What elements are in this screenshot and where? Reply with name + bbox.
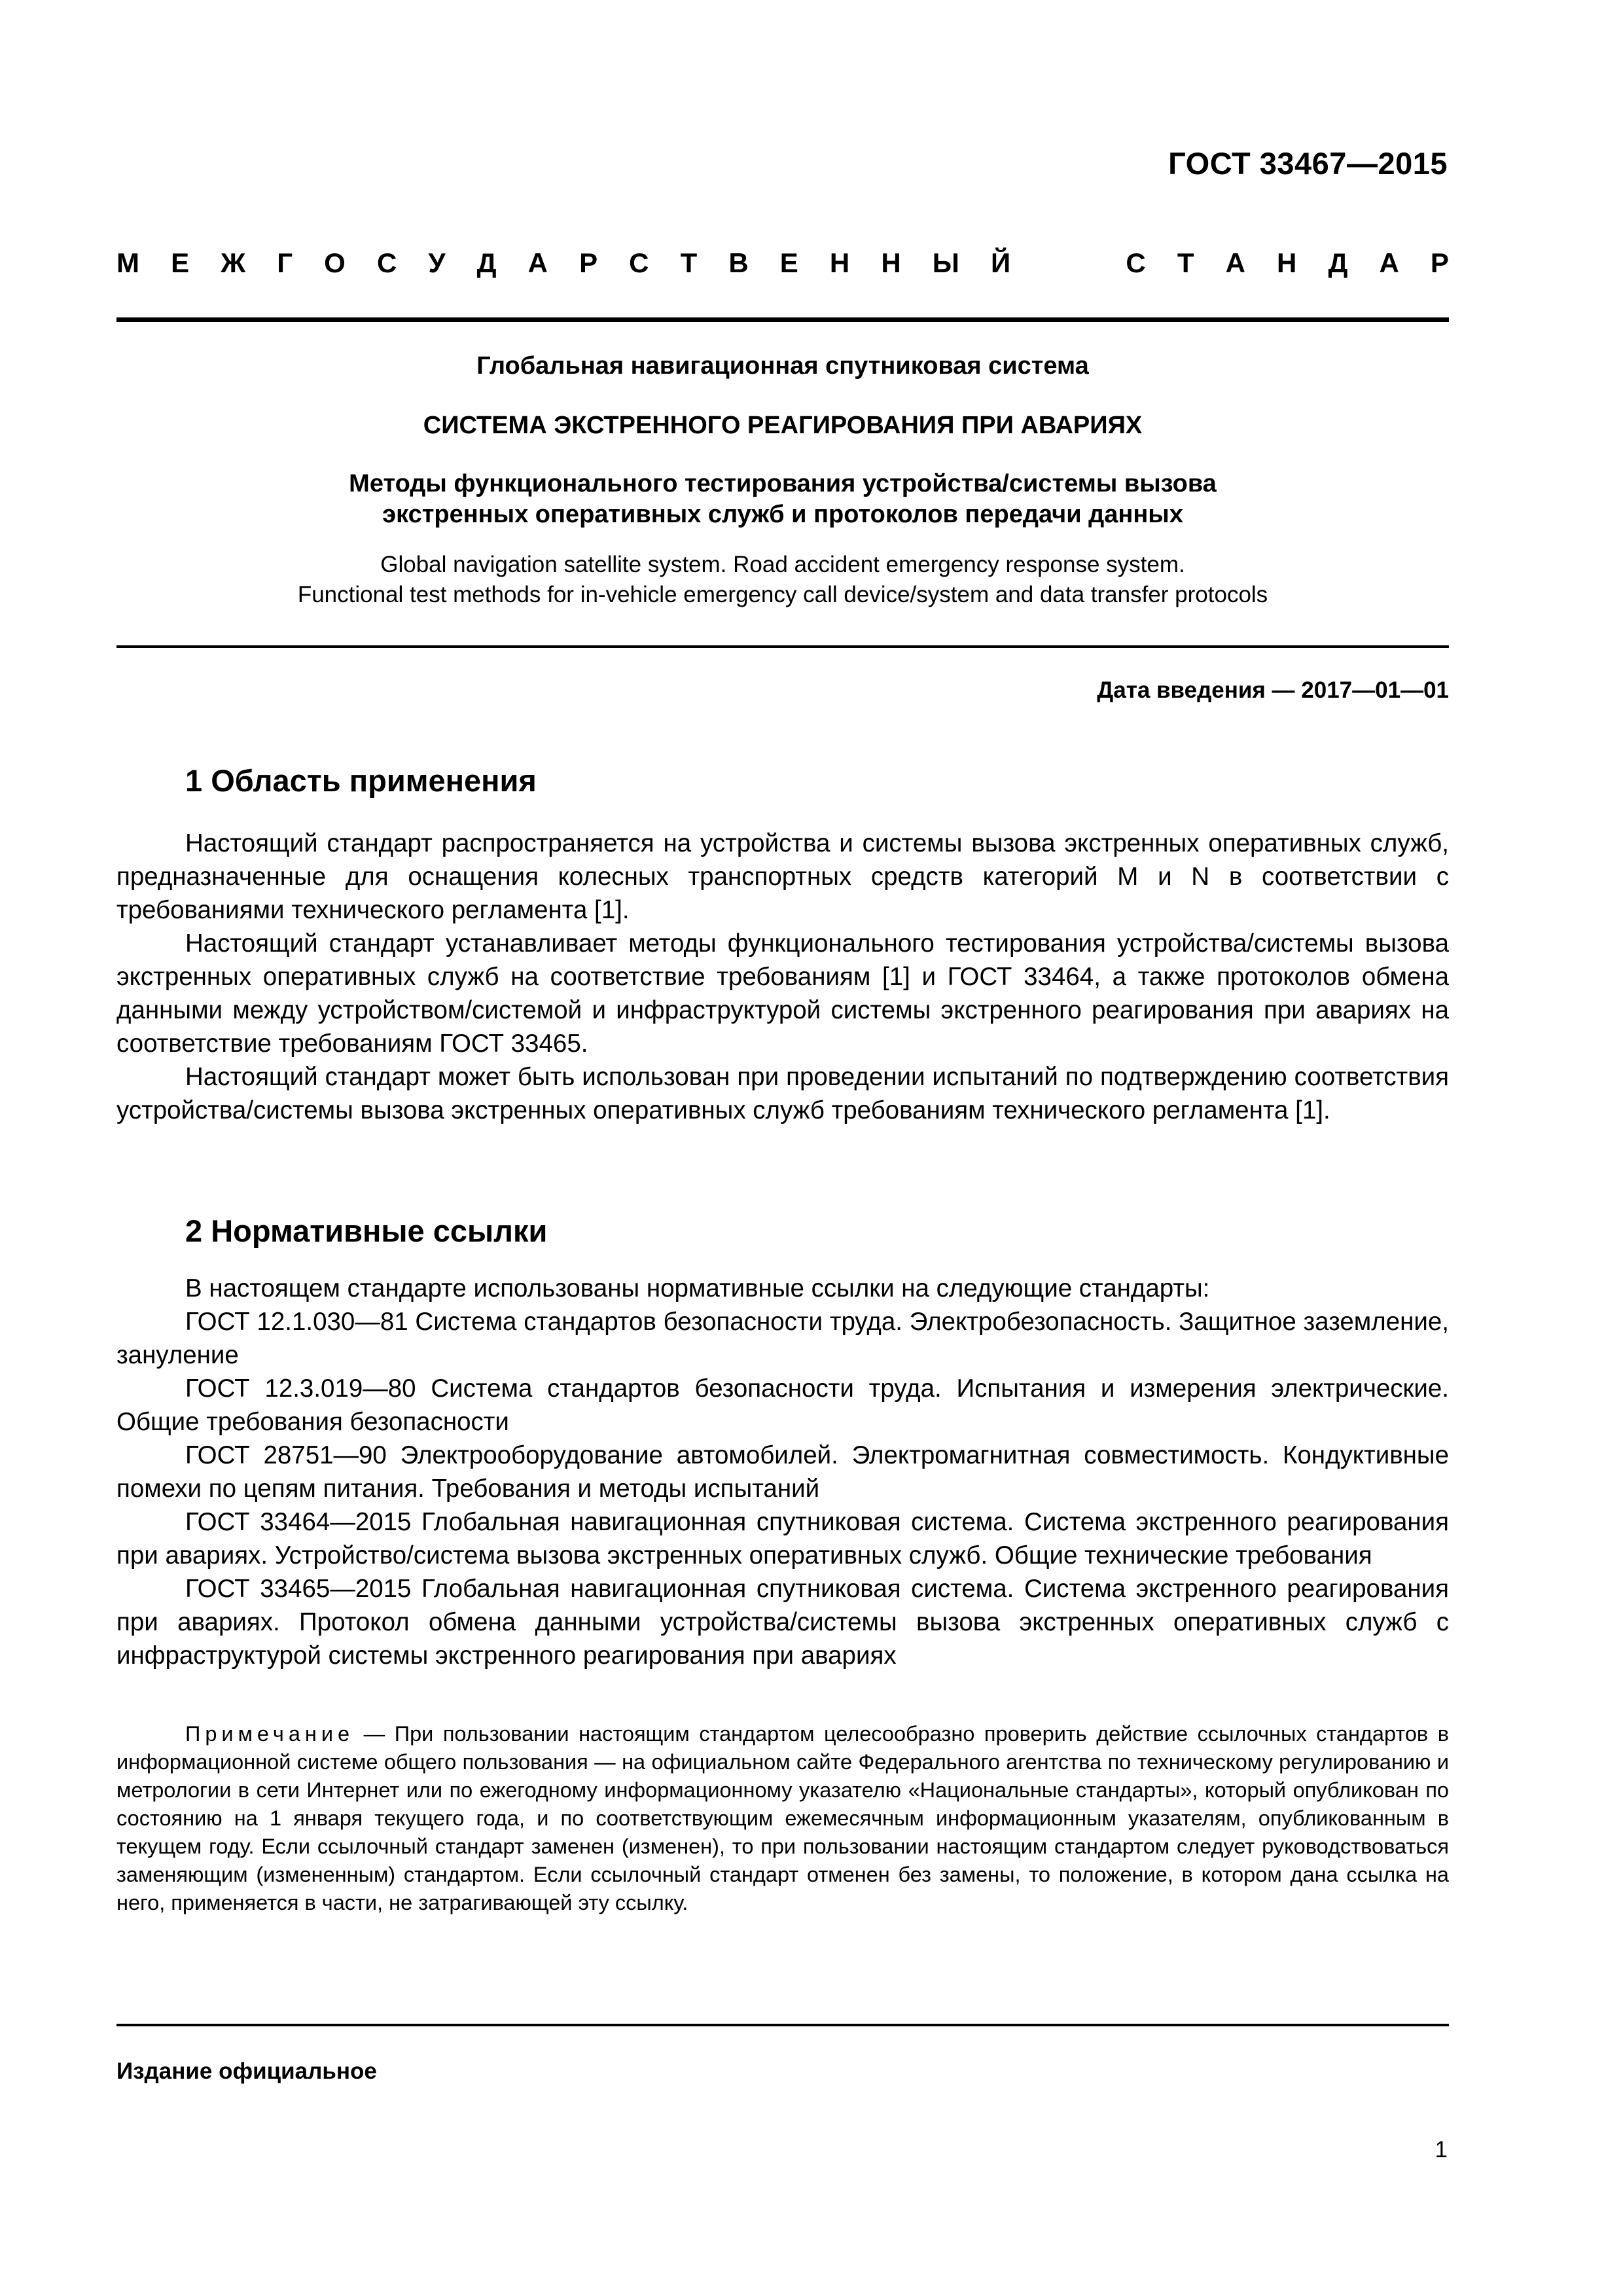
english-title-line-1: Global navigation satellite system. Road accident emergency response system. [380, 552, 1185, 577]
heading-letter: Т [680, 247, 698, 278]
heading-letter: Р [1430, 247, 1449, 278]
reference-item: ГОСТ 28751—90 Электрооборудование автомобилей. Электромагнитная совместимость. Кондуктивные помехи по цепям питания. Требования и методы испытаний [116, 1441, 1449, 1503]
heading-letter: С [1126, 247, 1146, 278]
heading-letter: Е [779, 247, 798, 278]
heading-letter: Н [829, 247, 850, 278]
top-divider [116, 317, 1449, 322]
heading-letter: С [376, 247, 397, 278]
section-1-heading: 1 Область применения [185, 763, 537, 798]
introduction-date: Дата введения — 2017—01—01 [1097, 677, 1449, 703]
title-divider [116, 645, 1449, 648]
word-gap [1042, 247, 1094, 279]
heading-letter: Ы [932, 247, 959, 278]
heading-letter: М [116, 247, 139, 278]
note-label: Примечание [185, 1722, 355, 1746]
heading-letter: Е [171, 247, 190, 278]
heading-letter: Й [991, 247, 1011, 278]
section-1-paragraph: Настоящий стандарт устанавливает методы функционального тестирования устройства/системы вызова экстренных оперативных служб на соответствие требованиям [1] и ГОСТ 33464, а также протоколов обмена данными между устройством/системой и инфраструктурой системы экстренного реагирования при авариях на соответствие требованиям ГОСТ 33465. [116, 929, 1449, 1058]
reference-item: ГОСТ 33465—2015 Глобальная навигационная спутниковая система. Система экстренного реагирования при авариях. Протокол обмена данными устройства/системы вызова экстренных оперативных служб с инфраструктурой системы экстренного реагирования при авариях [116, 1575, 1449, 1670]
note-text: — При пользовании настоящим стандартом целесообразно проверить действие ссылочных стандартов в информационной системе общего пользования — на официальном сайте Федерального агентства по техническому регулированию и метрологии в сети Интернет или по ежегодному информационному указателю «Национальные стандарты», который опубликован по состоянию на 1 января текущего года, и по соответствующим ежемесячным информационным указателям, опубликованным в текущем году. Если ссылочный стандарт заменен (изменен), то при пользовании настоящим стандартом следует руководствоваться заменяющим (измененным) стандартом. Если ссылочный стандарт отменен без замены, то положение, в котором дана ссылка на него, применяется в части, не затрагивающей эту ссылку. [116, 1722, 1450, 1914]
heading-letter: Д [1328, 247, 1348, 278]
reference-item: ГОСТ 12.3.019—80 Система стандартов безопасности труда. Испытания и измерения электрические. Общие требования безопасности [116, 1374, 1449, 1436]
title-line-1: Глобальная навигационная спутниковая система [476, 352, 1089, 380]
heading-letter: С [629, 247, 649, 278]
section-2-body [116, 1272, 1449, 1672]
heading-letter: Р [579, 247, 598, 278]
section-1-paragraph: Настоящий стандарт распространяется на устройства и системы вызова экстренных оперативных служб, предназначенные для оснащения колесных транспортных средств категорий M и N в соответствии с требованиями технического регламента [1]. [116, 829, 1449, 924]
footer-divider [116, 2024, 1449, 2026]
heading-letter: Т [1177, 247, 1194, 278]
english-title-line-2: Functional test methods for in-vehicle emergency call device/system and data transfer protocols [297, 582, 1268, 607]
note [116, 1720, 1449, 1917]
heading-letter: У [428, 247, 446, 278]
references-intro: В настоящем стандарте использованы нормативные ссылки на следующие стандарты: [185, 1274, 1210, 1302]
reference-item: ГОСТ 12.1.030—81 Система стандартов безопасности труда. Электробезопасность. Защитное заземление, зануление [116, 1308, 1449, 1369]
section-2-heading: 2 Нормативные ссылки [185, 1213, 548, 1248]
heading-letter: Н [1277, 247, 1297, 278]
page-number: 1 [1435, 2137, 1448, 2162]
heading-letter: В [728, 247, 749, 278]
heading-letter: А [1225, 247, 1245, 278]
section-1-paragraph: Настоящий стандарт может быть использован при проведении испытаний по подтверждению соответствия устройства/системы вызова экстренных оперативных служб требованиям технического регламента [1]. [116, 1063, 1449, 1124]
title-line-3 [116, 469, 1449, 530]
interstate-standard-heading [116, 247, 1449, 279]
title-line-3b: экстренных оперативных служб и протоколов передачи данных [382, 501, 1183, 528]
english-title [116, 550, 1449, 610]
heading-letter: Г [277, 247, 293, 278]
heading-letter: О [324, 247, 346, 278]
title-line-2: СИСТЕМА ЭКСТРЕННОГО РЕАГИРОВАНИЯ ПРИ АВАРИЯХ [423, 412, 1143, 439]
title-line-3a: Методы функционального тестирования устройства/системы вызова [349, 470, 1217, 497]
heading-letter: Ж [221, 247, 246, 278]
heading-letter: Д [476, 247, 497, 278]
section-1-body [116, 827, 1449, 1127]
official-edition-label: Издание официальное [116, 2058, 377, 2084]
document-number: ГОСТ 33467—2015 [1168, 146, 1448, 181]
heading-letter: Н [881, 247, 901, 278]
reference-item: ГОСТ 33464—2015 Глобальная навигационная спутниковая система. Система экстренного реагирования при авариях. Устройство/система вызова экстренных оперативных служб. Общие технические требования [116, 1508, 1449, 1570]
heading-letter: А [1379, 247, 1399, 278]
heading-letter: А [527, 247, 548, 278]
